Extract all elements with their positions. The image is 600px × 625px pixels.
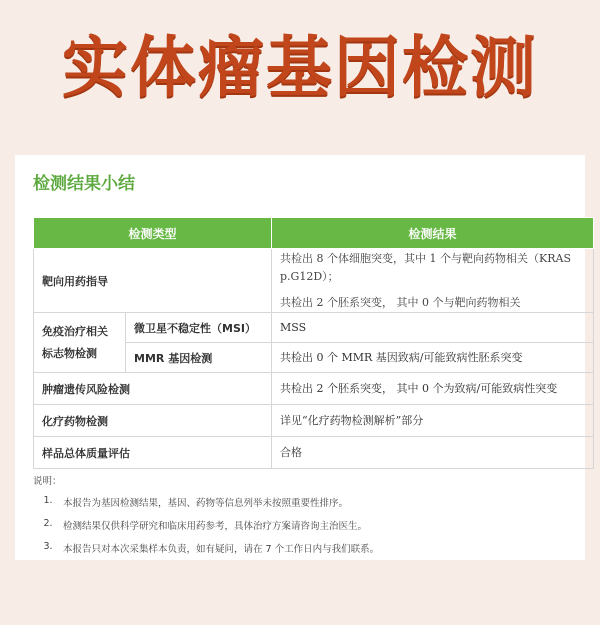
result-targeted-line1: 共检出 8 个体细胞突变，其中 1 个与靶向药物相关（KRAS [280, 251, 571, 265]
table-row-msi [34, 313, 594, 343]
category-chemo: 化疗药物检测 [34, 405, 272, 437]
hero-title: 实体瘤基因检测 [62, 29, 538, 106]
table-row-chemo [34, 405, 594, 437]
note-number: 2. [43, 518, 53, 529]
result-chemo: 详见“化疗药物检测解析”部分 [272, 405, 594, 437]
note-item [33, 495, 573, 509]
result-mmr: 共检出 0 个 MMR 基因致病/可能致病性胚系突变 [272, 343, 594, 373]
note-number: 3. [43, 541, 53, 552]
hero-banner [0, 18, 600, 118]
category-hereditary: 肿瘤遗传风险检测 [34, 373, 272, 405]
header-type: 检测类型 [34, 218, 272, 249]
note-text: 本报告为基因检测结果，基因、药物等信息列举未按照重要性排序。 [63, 498, 349, 509]
result-targeted-line2: p.G12D）； [280, 269, 339, 283]
result-hereditary: 共检出 2 个胚系突变， 其中 0 个为致病/可能致病性突变 [272, 373, 594, 405]
bottom-strip [0, 560, 600, 625]
result-table [33, 217, 594, 469]
note-item [33, 541, 573, 555]
note-item [33, 518, 573, 532]
table-header-row [34, 218, 594, 249]
category-immune: 免疫治疗相关标志物检测 [34, 313, 126, 373]
label-mmr: MMR 基因检测 [126, 343, 272, 373]
section-title: 检测结果小结 [33, 174, 135, 194]
result-quality: 合格 [272, 437, 594, 469]
note-text: 本报告只对本次采集样本负责，如有疑问，请在 7 个工作日内与我们联系。 [63, 544, 380, 555]
label-msi: 微卫星不稳定性（MSI） [126, 313, 272, 343]
result-msi: MSS [272, 313, 594, 343]
result-targeted [272, 249, 594, 313]
table-row-targeted [34, 249, 594, 313]
table-row-quality [34, 437, 594, 469]
notes-title: 说明： [33, 476, 62, 487]
category-targeted: 靶向用药指导 [34, 249, 272, 313]
category-quality: 样品总体质量评估 [34, 437, 272, 469]
note-text: 检测结果仅供科学研究和临床用药参考，具体治疗方案请咨询主治医生。 [63, 521, 368, 532]
report-card [15, 155, 585, 560]
note-number: 1. [43, 495, 53, 506]
result-targeted-line3: 共检出 2 个胚系突变， 其中 0 个与靶向药物相关 [280, 295, 521, 309]
notes-section [33, 473, 573, 564]
header-result: 检测结果 [272, 218, 594, 249]
table-row-hereditary [34, 373, 594, 405]
